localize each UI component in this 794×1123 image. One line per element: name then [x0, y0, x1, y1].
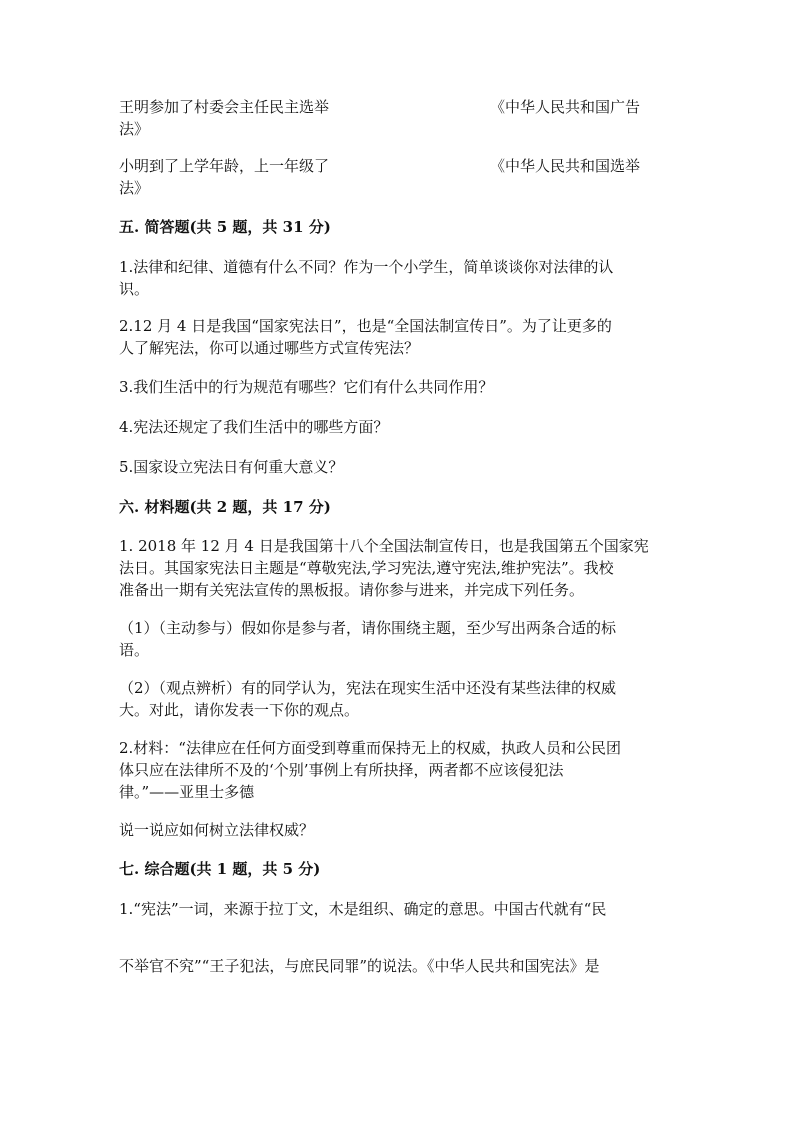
- s5-q1-line1: 1.法律和纪律、道德有什么不同？作为一个小学生，简单谈谈你对法律的认: [119, 258, 614, 276]
- s6-q1-line3: 准备出一期有关宪法宣传的黑板报。请你参与进来，并完成下列任务。: [119, 581, 585, 599]
- section-5-title: 五. 简答题(共 5 题，共 31 分): [119, 218, 331, 236]
- match-right-2-wrap: 法》: [119, 179, 150, 197]
- s5-q1-line2: 识。: [119, 280, 150, 298]
- s6-q1-line2: 法日。其国家宪法日主题是“尊敬宪法,学习宪法,遵守宪法,维护宪法”。我校: [119, 559, 614, 577]
- s6-q1a-line2: 语。: [119, 641, 150, 659]
- s6-q1a-line1: （1）（主动参与）假如你是参与者，请你围绕主题，至少写出两条合适的标: [119, 619, 617, 637]
- s6-q2-line1: 2.材料：“法律应在任何方面受到尊重而保持无上的权威，执政人员和公民团: [119, 739, 621, 757]
- s5-q2-line2: 人了解宪法，你可以通过哪些方式宣传宪法？: [119, 339, 420, 357]
- s5-q5: 5.国家设立宪法日有何重大意义？: [119, 458, 344, 476]
- s6-q2-line2: 体只应在法律所不及的‘个别’事例上有所抉择，两者都不应该侵犯法: [119, 761, 564, 779]
- match-right-1: 《中华人民共和国广告: [490, 98, 641, 116]
- s6-q2-line3: 律。”——亚里士多德: [119, 783, 255, 801]
- match-right-1-wrap: 法》: [119, 120, 150, 138]
- s7-q1-line2: 不举官不究”“王子犯法，与庶民同罪”的说法。《中华人民共和国宪法》是: [119, 957, 600, 975]
- match-left-1: 王明参加了村委会主任民主选举: [119, 98, 330, 116]
- match-left-2: 小明到了上学年龄，上一年级了: [119, 157, 330, 175]
- section-6-title: 六. 材料题(共 2 题，共 17 分): [119, 498, 331, 516]
- match-right-2: 《中华人民共和国选举: [490, 157, 641, 175]
- s6-q2-ask: 说一说应如何树立法律权威？: [119, 821, 315, 839]
- s5-q4: 4.宪法还规定了我们生活中的哪些方面？: [119, 418, 389, 436]
- s5-q2-line1: 2.12 月 4 日是我国“国家宪法日”，也是“全国法制宣传日”。为了让更多的: [119, 317, 612, 335]
- s7-q1-line1: 1.“宪法”一词，来源于拉丁文，木是组织、确定的意思。中国古代就有“民: [119, 900, 607, 918]
- s5-q3: 3.我们生活中的行为规范有哪些？它们有什么共同作用？: [119, 378, 494, 396]
- section-7-title: 七. 综合题(共 1 题，共 5 分): [119, 860, 321, 878]
- s6-q1b-line1: （2）（观点辨析）有的同学认为，宪法在现实生活中还没有某些法律的权威: [119, 679, 617, 697]
- s6-q1b-line2: 大。对此，请你发表一下你的观点。: [119, 701, 360, 719]
- s6-q1-line1: 1. 2018 年 12 月 4 日是我国第十八个全国法制宣传日，也是我国第五个国家宪: [119, 537, 649, 555]
